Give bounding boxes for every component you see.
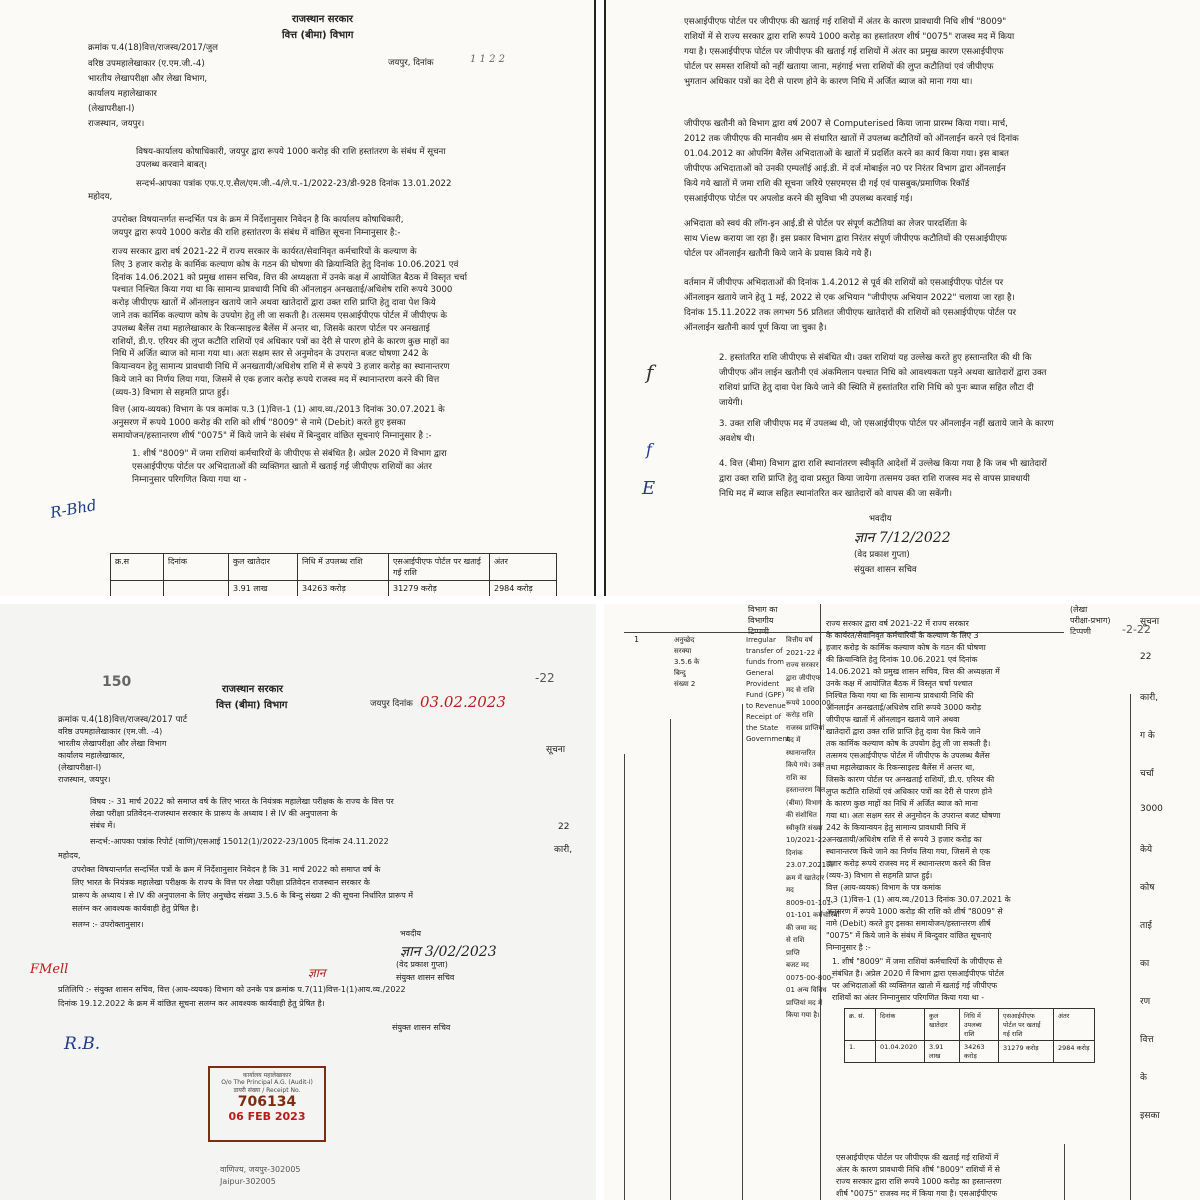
main-text-line: के कारण कुछ माहों का निधि में अर्जित ब्याज को माना bbox=[826, 799, 978, 808]
body-line: शीर्ष "0075" राजस्व मद में किया गया है। एसआईपीएफ bbox=[836, 1189, 998, 1198]
paragraph-ref: अनुच्छेद bbox=[674, 636, 695, 644]
body-line: किये गये खातों में जमा राशि की सूचना जरिये एसएमएस दी गई एवं पासबुक/प्रमाणिक रिकॉर्ड bbox=[684, 179, 970, 189]
english-title: Receipt of bbox=[746, 713, 782, 721]
main-text-line: निम्नानुसार है :- bbox=[826, 943, 871, 952]
main-text-line: हजार करोड़ के कार्मिक कल्याण कोष के गठन की घोषणा bbox=[826, 643, 986, 652]
signature: ज्ञान 3/02/2023 bbox=[400, 944, 497, 960]
body-line: अनुसरण में रूपये 1000 करोड़ की राशि को शीर्ष "8009" से नामे (Debit) करते हुए इसका bbox=[112, 418, 406, 428]
table-column-rule bbox=[624, 754, 625, 1200]
document-page-1 bbox=[0, 0, 596, 596]
point-line: जायेगी। bbox=[719, 398, 743, 408]
blue-signature: R.B. bbox=[64, 1034, 101, 1054]
column-header: (लेखा bbox=[1070, 605, 1088, 614]
signatory-name: (वेद प्रकाश गुप्ता) bbox=[854, 550, 910, 560]
body-line: निधि में अर्जित ब्याज को माना गया था। अतः सक्षम स्तर से अनुमोदन के उपरान्त बजट घोषणा 242 के bbox=[112, 349, 429, 360]
point-line: राशियों का अंतर निम्नानुसार परिगणित किया गया था - bbox=[832, 993, 985, 1002]
point-line: राशियां प्राप्ति हेतु दावा पेश किये जाने की स्थिति में हस्तांतरित राशि निधि को पुनः ब्याज सहित लौटा दी bbox=[719, 383, 1034, 393]
address-line: (लेखापरीक्षा-I) bbox=[58, 763, 102, 772]
point-line: 3. उक्त राशि जीपीएफ मद में उपलब्ध थी, जो एसआईपीएफ पोर्टल पर ऑनलाईन नहीं खताये जाने के कारण bbox=[719, 419, 1054, 429]
table-cell: 2984 करोड़ bbox=[1054, 1041, 1095, 1063]
closing: भवदीय bbox=[869, 514, 892, 524]
salutation: महोदय, bbox=[88, 192, 113, 202]
body-line: पोर्टल पर ऑनलाईन खतौनी किये जाने के प्रयास किये गये हैं। bbox=[684, 249, 872, 259]
dept-note-line: स्थानान्तरित bbox=[786, 748, 816, 757]
main-text-line: जीपीएफ खातों में ऑनलाइन खताये जाने अथवा bbox=[826, 715, 960, 724]
body-line: ऑनलाईन खतौनी कार्य पूर्ण किया जा चुका है। bbox=[684, 323, 827, 333]
body-line: जयपुर द्वारा रूपये 1000 करोड की राशि हस्तांतरण के संबंध में वांछित सूचना निम्नानुसार है:- bbox=[112, 228, 401, 238]
dept-note-line: 01 अन्य विविध bbox=[786, 986, 827, 994]
dept-note-line: की संशोधित bbox=[786, 811, 817, 819]
main-text-line: उनके कक्ष में आयोजित बैठक में विस्तृत चर्चा पश्चात bbox=[826, 679, 973, 688]
margin-initials: R-Bhd bbox=[48, 496, 98, 522]
paragraph-ref: 3.5.6 के bbox=[674, 658, 700, 666]
body-line: वर्तमान में जीपीएफ अभिदाताओं की दिनांक 1.4.2012 से पूर्व की राशियों को एसआईपीएफ पोर्टल पर bbox=[684, 278, 1004, 288]
body-line: भुगतान अधिकार पत्रों का देरी से पारण होने के कारण निधि में अर्जित ब्याज को माना गया था। bbox=[684, 77, 973, 87]
main-text-line: हजार करोड़ रूपये राजस्व मद में स्थानान्तरण करने की वित्त bbox=[826, 859, 991, 868]
body-line: लिए भारत के नियंत्रक महालेखा परीक्षक के राज्य के वित्त पर लेखा परीक्षा प्रतिवेदन राजस्थान सरकार के bbox=[72, 878, 370, 887]
main-text-line: 14.06.2021 को प्रमुख शासन सचिव, वित्त की अध्यक्षता में bbox=[826, 667, 1000, 676]
table-cell: 34263 करोड़ bbox=[298, 581, 389, 597]
cropped-edge-text: केये bbox=[1140, 845, 1153, 855]
dept-note-line: प्राप्ति bbox=[786, 948, 800, 957]
dept-note-line: रूपये 1000.00 bbox=[786, 698, 831, 707]
body-line: जीपीएफ खतौनी को विभाग द्वारा वर्ष 2007 से Computerised किया जाना प्रारम्भ किया गया। मार्च, bbox=[684, 119, 1008, 129]
reference-number: क्रमांक प.4(18)वित्त/राजस्व/2017 पार्ट bbox=[58, 715, 188, 725]
reference-number: क्रमांक प.4(18)वित्त/राजस्व/2017/जुल bbox=[88, 43, 218, 53]
dept-note-line: 01-101 कर्मचारियों bbox=[786, 911, 840, 919]
table-header-cell: दिनांक bbox=[876, 1009, 925, 1041]
subject-line: विषय-कार्यालय कोषाधिकारी, जयपुर द्वारा रूपये 1000 करोड़ की राशि हस्तांतरण के संबंध में सूचना bbox=[136, 147, 446, 157]
dept-note-line: वित्तीय वर्ष bbox=[786, 636, 813, 644]
dept-note-line: 23.07.2021 के bbox=[786, 861, 834, 869]
main-text-line: जिसके कारण पोर्टल पर अनखताई राशियों, डी.ए. एरियर की bbox=[826, 775, 995, 784]
dept-note-line: क्रम में खातेदार bbox=[786, 873, 825, 882]
address-line: भारतीय लेखापरीक्षा और लेखा विभाग, bbox=[88, 74, 208, 84]
address-line: वरिष्ठ उपमहालेखाकार (ए.एम.जी.-4) bbox=[88, 59, 205, 69]
main-text-line: अनखतायी/अधिशेष राशि में से रूपये 3 हजार करोड़ का bbox=[826, 835, 982, 844]
main-text-line: तथा महालेखाकार के रिकन्साइल्ड बैलेंस में अन्तर था, bbox=[826, 763, 975, 772]
cropped-edge-text: 3000 bbox=[1140, 804, 1163, 814]
body-line: अभिदाता को स्वयं की लॉग-इन आई.डी से पोर्टल पर संपूर्ण कटौतियां का लेजर पारदर्शिता के bbox=[684, 219, 967, 229]
table-column-rule bbox=[742, 704, 743, 1200]
document-page-3 bbox=[0, 604, 596, 1200]
table-cell: 3.91 लाख bbox=[229, 581, 298, 597]
table-header-cell: अंतर bbox=[490, 554, 557, 581]
cropped-edge-text: कोष bbox=[1140, 883, 1155, 893]
body-line: जाने तक कार्मिक कल्याण कोष के उपयोग हेतु ली जा सकती है। तत्समय एसआईपीएफ पोर्टल में जीपीएफ के bbox=[112, 311, 447, 321]
dept-note-line: मद bbox=[786, 886, 794, 894]
cropped-edge-text: चर्चा bbox=[1140, 769, 1154, 779]
point-line: निधि मद में ब्याज सहित स्थानांतरित कर खातेदारों को वापस की जा सकेंगी। bbox=[719, 489, 952, 499]
dept-note-line: राशि का bbox=[786, 773, 807, 782]
body-line: लिए 3 हजार करोड़ के कार्मिक कल्याण कोष के गठन की घोषणा की क्रियान्विति हेतु दिनांक 10.06.2021 एवं bbox=[112, 259, 459, 270]
margin-mark: f bbox=[646, 360, 654, 384]
reference-line: सन्दर्भ:-आपका पत्रांक रिपोर्ट (वाणि)/एसआई 15012(1)/2022-23/1005 दिनांक 24.11.2022 bbox=[90, 837, 389, 846]
point-line: एसआईपीएफ पोर्टल पर अभिदाताओं की व्यक्तिगत खातो में खताई गई जीपीएफ राशियों का अंतर bbox=[132, 462, 432, 472]
address-line: राजस्थान, जयपुर। bbox=[88, 119, 145, 129]
main-text-line: निश्चित किया गया था कि सामान्य प्रावधायी निधि की bbox=[826, 691, 974, 700]
page-mark: -2-22 bbox=[1122, 623, 1151, 636]
body-line: एसआईपीएफ पोर्टल पर अपलोड करने की सुविधा भी उपलब्ध करवाई गई। bbox=[684, 194, 913, 204]
english-title: to Revenue bbox=[746, 702, 786, 710]
body-line: उपरोक्त विषयान्तर्गत सन्दर्भित पत्रों के क्रम में निर्देशानुसार निवेदन है कि 31 मार्च 2022 को समाप्त वर्ष के bbox=[72, 865, 381, 874]
main-text-line: स्थानान्तरण किये जाने का निर्णय लिया गया, जिसमें से एक bbox=[826, 847, 990, 856]
body-line: एसआईपीएफ पोर्टल पर जीपीएफ की खताई गई राशियों में bbox=[836, 1153, 999, 1162]
dept-note-line: 0075-00-800- bbox=[786, 973, 834, 982]
table-cell: 34263 करोड़ bbox=[960, 1041, 999, 1063]
address-line: राजस्थान, जयपुर। bbox=[58, 775, 111, 784]
body-line: 2012 तक जीपीएफ की मानवीय श्रम से संधारित खातों में उपलब्ध कटौतियों को ऑनलाईन करने एवं दिनांक bbox=[684, 134, 1019, 144]
footer-address: Jaipur-302005 bbox=[220, 1177, 276, 1186]
table-cell: 31279 करोड़ bbox=[389, 581, 490, 597]
point-line: 1. शीर्ष "8009" में जमा राशियां कर्मचारियों के जीपीएफ से संबंधित है। अप्रेल 2020 में विभाग द्वारा bbox=[132, 449, 447, 459]
dept-note-line: राजस्व प्राप्तियां bbox=[786, 723, 825, 732]
table-header-cell: क्र. सं. bbox=[845, 1009, 876, 1041]
dept-note-line: बजट मद bbox=[786, 961, 809, 969]
main-text-line: "0075" में किये जाने के संबंध में बिन्दुवार वांछित सूचनाएं bbox=[826, 931, 992, 940]
main-text-line: तत्समय एसआईपीएफ पोर्टल में जीपीएफ के उपलब्ध बैलेंस bbox=[826, 751, 990, 760]
subject-line: संबंध में। bbox=[90, 821, 116, 830]
dept-note-line: मद में bbox=[786, 736, 801, 744]
dept-note-line: 2021-22 में bbox=[786, 648, 822, 657]
main-text-line: की क्रियान्विति हेतु दिनांक 10.06.2021 एवं दिनांक bbox=[826, 655, 978, 664]
handwritten-date: 03.02.2023 bbox=[420, 693, 506, 711]
english-title: the State bbox=[746, 724, 779, 732]
table-column-rule bbox=[1064, 1144, 1065, 1200]
column-header: विभागीय bbox=[748, 616, 774, 625]
stamp-text: कार्यालय महालेखाकार bbox=[242, 1072, 292, 1079]
page-mark: -22 bbox=[535, 671, 555, 685]
main-text-line: खातेदारों द्वारा उक्त राशि प्राप्ति हेतु दावा पेश किये जाने bbox=[826, 727, 981, 736]
signature: ज्ञान 7/12/2022 bbox=[854, 530, 951, 546]
table-header-cell: निधि में उपलब्ध राशि bbox=[960, 1009, 999, 1041]
document-page-2 bbox=[604, 0, 1200, 596]
body-line: अंतर के कारण प्रावधायी निधि शीर्ष "8009" राशियों में से bbox=[836, 1165, 1000, 1174]
table-cell: 2984 करोड़ bbox=[490, 581, 557, 597]
table-row bbox=[845, 1041, 1095, 1063]
body-line: राज्य सरकार द्वारा वर्ष 2021-22 में राज्य सरकार के कार्यरत/सेवानिवृत कर्मचारियों के कल्याण के bbox=[112, 247, 417, 257]
main-text-line: अनुसरण में रूपये 1000 करोड़ की राशि को शीर्ष "8009" से bbox=[826, 907, 1003, 916]
address-line: (लेखापरीक्षा-I) bbox=[88, 104, 135, 114]
paragraph-ref: बिन्दु bbox=[674, 669, 686, 677]
cropped-edge-text: वित्त bbox=[1140, 1035, 1154, 1045]
cropped-edge-text: कारी, bbox=[554, 845, 573, 855]
point-line: अवशेष थी। bbox=[719, 434, 755, 444]
cropped-edge-text: का bbox=[1140, 959, 1150, 969]
table-cell: 3.91 लाख bbox=[925, 1041, 960, 1063]
table-header-cell: एसआईपीएफ पोर्टल पर खताई गई राशि bbox=[999, 1009, 1054, 1041]
body-line: समायोजन/हस्तान्तरण शीर्ष "0075" में किये जाने के संबंध में बिन्दुवार वांछित सूचनाएं निम्नानुसार है :- bbox=[112, 431, 432, 441]
body-line: उपलब्ध बैलेंस तथा महालेखाकार के रिकन्साइल्ड बैलेंस में अन्तर था, जिसके कारण पोर्टल पर अनखताई bbox=[112, 323, 430, 334]
subject-line: उपलब्ध करवाने बाबत्। bbox=[136, 160, 207, 170]
english-title: General bbox=[746, 669, 774, 677]
signatory-designation: संयुक्त शासन सचिव bbox=[396, 973, 455, 982]
stamp-date: 06 FEB 2023 bbox=[228, 1110, 306, 1123]
main-text-line: ऑनलाईन अनखताई/अधिशेष राशि रूपये 3000 करोड़ bbox=[826, 703, 982, 712]
dept-note-line: मद से राशि bbox=[786, 686, 815, 694]
closing: भवदीय bbox=[400, 929, 422, 938]
point-line: द्वारा उक्त राशि प्राप्ति हेतु दावा प्रस्तुत किया जायेगा तत्समय उक्त राशि राजस्व मद से वापस प्रावधायी bbox=[719, 474, 1030, 484]
main-text-line: लुप्त कटौति राशियों एवं अधिकार पत्रों का देरी से पारण होने bbox=[826, 787, 993, 796]
dept-note-line: 10/2021-22 bbox=[786, 836, 827, 844]
salutation: महोदय, bbox=[58, 851, 81, 860]
subject-line: विषय :- 31 मार्च 2022 को समाप्त वर्ष के लिए भारत के नियंत्रक महालेखा परीक्षक के राज्य के वित्त पर bbox=[90, 797, 394, 806]
dept-note-line: की जमा मद bbox=[786, 923, 817, 932]
margin-mark: f bbox=[646, 440, 652, 459]
paragraph-ref: सरक्या bbox=[674, 647, 692, 655]
main-text-line: गया था। अतः सक्षम स्तर से अनुमोदन के उपरान्त बजट घोषणा bbox=[826, 811, 1001, 820]
paragraph-ref: संख्या 2 bbox=[674, 680, 696, 688]
dept-note-line: से राशि bbox=[786, 936, 805, 944]
main-text-line: तक कार्मिक कल्याण कोष के उपयोग हेतु ली जा सकती है। bbox=[826, 739, 991, 748]
dept-note-line: करोड़ राशि bbox=[786, 711, 814, 719]
body-line: प्रारूप के अध्याय I से IV की अनुपालना के लिए अनुच्छेद संख्या 3.5.6 के बिन्दु संख्या 2 की सूचना निर्धारित प्रारूप में bbox=[72, 891, 414, 900]
body-line: 01.04.2012 का ओपनिंग बैलेंस अभिदाताओं के खातों में प्रदर्शित करने का कार्य किया गया। इस बाबत bbox=[684, 149, 1009, 159]
body-line: उपरोक्त विषयान्तर्गत सन्दर्भित पत्र के क्रम में निर्देशानुसार निवेदन है कि कार्यालय कोषाधिकारी, bbox=[112, 215, 404, 225]
table-row bbox=[111, 581, 557, 597]
body-line: वित्त (आय-व्ययक) विभाग के पत्र कमांक प.3 (1)वित्त-1 (1) आय.व्य./2013 दिनांक 30.07.2021 के bbox=[112, 405, 445, 415]
dept-note-line: द्वारा जीपीएफ bbox=[786, 673, 821, 682]
dept-note-line: किये गये। उक्त bbox=[786, 761, 824, 769]
english-title: transfer of bbox=[746, 647, 783, 655]
dept-note-line: दिनांक bbox=[786, 848, 803, 857]
address-line: कार्यालय महालेखाकार bbox=[88, 89, 157, 99]
margin-note: FMell bbox=[30, 962, 69, 977]
point-line: संबंधित है। अप्रेल 2020 में विभाग द्वारा एसआईपीएफ पोर्टल bbox=[832, 969, 1004, 978]
cropped-edge-text: सूचना bbox=[546, 745, 566, 755]
dateline: जयपुर दिनांक bbox=[370, 699, 413, 709]
table-cell bbox=[111, 581, 164, 597]
table-cell bbox=[164, 581, 229, 597]
english-title: Fund (GPF) bbox=[746, 691, 785, 699]
data-table bbox=[844, 1008, 1095, 1063]
cropped-edge-text: ताई bbox=[1140, 921, 1152, 931]
point-line: 2. हस्तांतरित राशि जीपीएफ से संबंधित थी। उक्त राशियां यह उल्लेख करते हुए हस्तान्तरित की थी कि bbox=[719, 353, 1032, 363]
table-column-rule bbox=[670, 719, 671, 1200]
signatory-name: (वेद प्रकाश गुप्ता) bbox=[396, 960, 448, 969]
data-table bbox=[110, 553, 557, 596]
main-text-line: प.3 (1)वित्त-1 (1) आय.व्य./2013 दिनांक 30.07.2021 के bbox=[826, 895, 1011, 904]
dept-note-line: हस्तान्तरण वित्त bbox=[786, 786, 826, 794]
address-line: भारतीय लेखापरीक्षा और लेखा विभाग bbox=[58, 739, 167, 748]
body-line: पोर्टल पर समस्त राशियों को नहीं खताया जाना, महंगाई भत्ता राशियों की लुप्त कटौतियां एवं जीपीएफ bbox=[684, 62, 994, 72]
table-cell: 31279 करोड़ bbox=[999, 1041, 1054, 1063]
body-line: कियान्वयन हेतु सामान्य प्रावधायी निधि में अनखतायी/अधिशेष राशि में से रूपये 3 हजार करोड़ का स्थानान्तरण bbox=[112, 362, 450, 373]
row-number: 1 bbox=[634, 635, 640, 644]
page-edge bbox=[604, 0, 606, 596]
table-header-cell: दिनांक bbox=[164, 554, 229, 581]
address-line: कार्यालय महालेखाकार, bbox=[58, 751, 125, 760]
receipt-stamp bbox=[208, 1066, 326, 1142]
body-line: राज्य सरकार द्वारा राशि रूपये 1000 करोड़ का हस्तान्तरण bbox=[836, 1177, 1002, 1186]
dept-note-line: राज्य सरकार bbox=[786, 661, 819, 669]
column-header: विभाग का bbox=[748, 605, 778, 614]
body-line: एसआईपीएफ पोर्टल पर जीपीएफ की खताई गई राशियों में अंतर के कारण प्रावधायी निधि शीर्ष "8009" bbox=[684, 17, 1007, 27]
point-line: पर अभिदाताओं की व्यक्तिगत खातो में खताई गई जीपीएफ bbox=[832, 981, 998, 990]
column-header: टिप्पणी bbox=[1070, 627, 1091, 636]
dept-note-line: स्वीकृति संख्या bbox=[786, 823, 823, 832]
point-line: जीपीएफ ऑन लाईन खतौनी एवं अंकमिलान पश्चात निधि को आवश्यकता पड़ने अथवा खातेदारों द्वारा उक्त bbox=[719, 368, 1047, 378]
cropped-edge-text: सूचना bbox=[1140, 617, 1160, 627]
body-line: सलंग्न कर आवश्यक कार्यवाही हेतु प्रेषित है। bbox=[72, 904, 199, 913]
table-cell: 1. bbox=[845, 1041, 876, 1063]
column-header: परीक्षा-प्रभाग) bbox=[1070, 616, 1111, 625]
copy-signatory: संयुक्त शासन सचिव bbox=[392, 1023, 451, 1032]
body-line: (व्यय-3) विभाग से सहमति प्राप्त हुई। bbox=[112, 387, 230, 398]
cropped-edge-text: इसका bbox=[1140, 1111, 1160, 1121]
enclosure: सलग्न :- उपरोक्तानुसार। bbox=[72, 920, 144, 929]
english-title: Provident bbox=[746, 680, 780, 688]
letterhead-department: वित्त (बीमा) विभाग bbox=[216, 700, 288, 711]
body-line: करोड़ जीपीएफ खातों में ऑनलाइन खताये जाने अथवा खातेदारों द्वारा उक्त राशि प्राप्ति हेतु दावा पेश किये bbox=[112, 298, 436, 309]
main-text-line: राज्य सरकार द्वारा वर्ष 2021-22 में राज्य सरकार bbox=[826, 619, 969, 628]
body-line: राशियों में से राज्य सरकार द्वारा राशि रूपये 1000 करोड़ का हस्तांतरण शीर्ष "0075" राजस्व मद में किया bbox=[684, 32, 1015, 42]
handwritten-date: 1 1 2 2 bbox=[470, 54, 505, 65]
cropped-edge-text: रण bbox=[1140, 997, 1151, 1007]
table-header-cell: निधि में उपलब्ध राशि bbox=[298, 554, 389, 581]
body-line: साथ View कराया जा रहा हैं। इस प्रकार विभाग द्वारा निरंतर संपूर्ण जीपीएफ कटौतियों की एसआईपीएफ bbox=[684, 234, 1007, 244]
stamp-text: डायरी संख्या / Receipt No. bbox=[233, 1087, 301, 1094]
stamp-text: O/o The Principal A.G. (Audit-I) bbox=[221, 1079, 313, 1086]
document-page-4 bbox=[604, 604, 1200, 1200]
main-text-line: वित्त (आय-व्ययक) विभाग के पत्र कमांक bbox=[826, 883, 941, 892]
body-line: गया है। एसआईपीएफ पोर्टल पर जीपीएफ की खताई गई राशियों में अंतर का प्रमुख कारण एसआईपीएफ bbox=[684, 47, 1004, 57]
cropped-edge-text: ग के bbox=[1140, 731, 1155, 741]
table-header-cell: कुल खातेदार bbox=[925, 1009, 960, 1041]
english-title: Irregular bbox=[746, 636, 776, 644]
main-text-line: नामे (Debit) करते हुए इसका समायोजन/हस्तान्तरण शीर्ष bbox=[826, 919, 991, 928]
column-header: टिप्पणी bbox=[748, 627, 769, 636]
signatory-designation: संयुक्त शासन सचिव bbox=[854, 565, 917, 575]
table-cell: 01.04.2020 bbox=[876, 1041, 925, 1063]
subject-line: लेखा परीक्षा प्रतिवेदन-राजस्थान सरकार के प्रारूप के अध्याय I से IV की अनुपालना के bbox=[90, 809, 338, 818]
english-title: Government bbox=[746, 735, 790, 743]
margin-mark: E bbox=[642, 478, 656, 499]
dept-note-line: 8009-01-101- bbox=[786, 898, 834, 907]
copy-line: दिनांक 19.12.2022 के क्रम में वांछित सूचना सलग्न कर आवश्यक कार्यवाही हेतु प्रेषित है। bbox=[58, 999, 325, 1008]
body-line: ऑनलाइन खताये जाने हेतु 1 मई, 2022 से एक अभियान "जीपीएफ अभियान 2022" चलाया जा रहा है। bbox=[684, 293, 1015, 303]
point-line: 1. शीर्ष "8009" में जमा राशियां कर्मचारियों के जीपीएफ से bbox=[832, 957, 1002, 966]
stamp-receipt-number: 706134 bbox=[237, 1094, 297, 1110]
handwritten-annotation: ज्ञान bbox=[308, 966, 326, 980]
dept-note-line: (बीमा) विभाग bbox=[786, 798, 822, 807]
body-line: जीपीएफ अभिदाताओं को उनकी एम्पलॉई आई.डी. में दर्ज मोबाईल न0 पर निरंतर विभाग द्वारा ऑनलाईन bbox=[684, 164, 1006, 174]
table-column-rule bbox=[1130, 694, 1131, 1200]
english-title: funds from bbox=[746, 658, 784, 666]
cropped-edge-text: 22 bbox=[1140, 652, 1152, 662]
address-line: वरिष्ठ उपमहालेखाकार (एम.जी. -4) bbox=[58, 727, 163, 736]
cropped-edge-text: के bbox=[1140, 1073, 1147, 1083]
logo-mark: 150 bbox=[102, 674, 132, 690]
footer-address: वाणिज्य, जयपुर-302005 bbox=[220, 1165, 301, 1174]
main-text-line: (व्यय-3) विभाग से सहमति प्राप्त हुई। bbox=[826, 871, 933, 880]
letterhead-department: वित्त (बीमा) विभाग bbox=[282, 30, 354, 41]
body-line: दिनांक 14.06.2021 को प्रमुख शासन सचिव, वित्त की अध्यक्षता में उनके कक्ष में आयोजित बैठक में विस्तृत चर्चा bbox=[112, 272, 467, 283]
body-line: किये जाने का निर्णय लिया गया, जिसमें से एक हजार करोड़ रूपये राजस्व मद में स्थानान्तरण करने की वित्त bbox=[112, 375, 440, 385]
letterhead-state: राजस्थान सरकार bbox=[222, 684, 284, 695]
cropped-edge-text: 22 bbox=[558, 822, 570, 832]
table-header-cell: कुल खातेदार bbox=[229, 554, 298, 581]
dept-note-line: प्राप्तियां मद में bbox=[786, 998, 823, 1007]
body-line: राशियों, डी.ए. एरियर की लुप्त कटौति राशियों एवं अधिकार पत्रों का देरी से पारण होने के कारण कुछ माहों का bbox=[112, 336, 450, 347]
main-text-line: के कार्यरत/सेवानिवृत कर्मचारियों के कल्याण के लिए 3 bbox=[826, 631, 979, 640]
reference-line: सन्दर्भ-आपका पत्रांक एफ.ए.ए.सैल/एम.जी.-4/ले.प.-1/2022-23/डी-928 दिनांक 13.01.2022 bbox=[136, 179, 452, 189]
body-line: दिनांक 15.11.2022 तक लगभग 56 प्रतिशत जीपीएफ खातेदारों की राशियों को एसआईपीएफ पोर्टल पर bbox=[684, 308, 1016, 318]
table-header-cell: एसआईपीएफ पोर्टल पर खताई गई राशि bbox=[389, 554, 490, 581]
body-line: पश्चात निश्चित किया गया था कि सामान्य प्रावधायी निधि की ऑनलाइन अनखताई/अधिशेष राशि रूपये 3000 bbox=[112, 285, 453, 296]
copy-line: प्रतिलिपि :- संयुक्त शासन सचिव, वित्त (आय-व्ययक) विभाग को उनके पत्र क्रमांक प.7(11)वित्त-1(1)आय.व्य./2022 bbox=[58, 985, 406, 994]
point-line: निम्नानुसार परिगणित किया गया था - bbox=[132, 475, 247, 485]
dateline: जयपुर, दिनांक bbox=[388, 58, 434, 68]
table-header-cell: क्र.स bbox=[111, 554, 164, 581]
table-header-cell: अंतर bbox=[1054, 1009, 1095, 1041]
collage-gutter-horizontal bbox=[0, 596, 1200, 604]
cropped-edge-text: कारी, bbox=[1140, 693, 1159, 703]
point-line: 4. वित्त (बीमा) विभाग द्वारा राशि स्थानांतरण स्वीकृति आदेशों में उल्लेख किया गया है कि जब भी खातेदारों bbox=[719, 459, 1047, 469]
main-text-line: 242 के कियान्वयन हेतु सामान्य प्रावधायी निधि में bbox=[826, 823, 966, 832]
letterhead-state: राजस्थान सरकार bbox=[292, 14, 354, 25]
dept-note-line: किया गया है। bbox=[786, 1011, 820, 1019]
